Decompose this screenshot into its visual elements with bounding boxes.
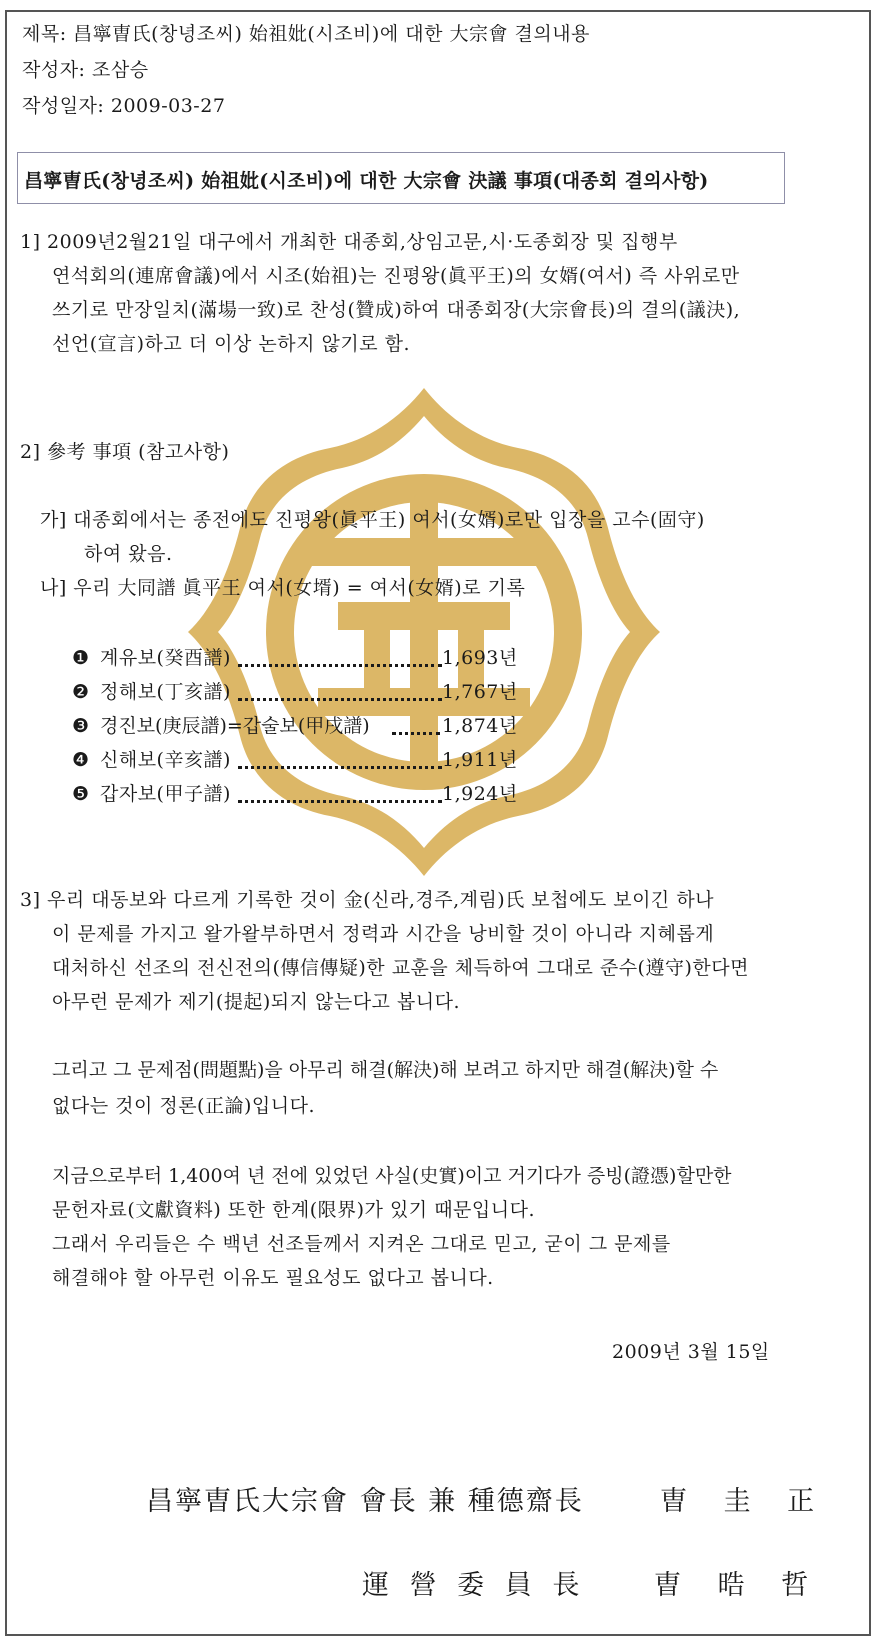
- section3-line: 그리고 그 문제점(問題點)을 아무리 해결(解決)해 보려고 하지만 해결(解決)할 수: [52, 1059, 719, 1081]
- record-number-icon: ❺: [72, 783, 90, 805]
- dot-leader: [238, 698, 442, 701]
- section3-line: 없다는 것이 정론(正論)입니다.: [52, 1095, 315, 1117]
- record-name: 정해보(丁亥譜): [100, 681, 231, 703]
- record-number-icon: ❷: [72, 681, 90, 703]
- date-line: 작성일자: 2009-03-27: [22, 95, 226, 117]
- document-title: 昌寧曺氏(창녕조씨) 始祖妣(시조비)에 대한 大宗會 決議 事項(대종회 결의사항): [24, 170, 709, 192]
- dot-leader: [238, 800, 442, 803]
- org-title: 昌寧曺氏大宗會 會長 兼 種德齋長: [146, 1486, 584, 1517]
- item-a-line: 가] 대종회에서는 종전에도 진평왕(眞平王) 여서(女婿)로만 입장을 고수(固守): [40, 509, 705, 531]
- section3-line: 3] 우리 대동보와 다르게 기록한 것이 金(신라,경주,계림)氏 보첩에도 보이긴 하나: [20, 889, 715, 911]
- record-name: 경진보(庚辰譜)=갑술보(甲戌譜): [100, 715, 370, 737]
- author-line: 작성자: 조삼승: [22, 59, 149, 81]
- section3-line: 그래서 우리들은 수 백년 선조들께서 지켜온 그대로 믿고, 굳이 그 문제를: [52, 1233, 671, 1255]
- record-year: 1,924년: [442, 783, 518, 805]
- section3-line: 지금으로부터 1,400여 년 전에 있었던 사실(史實)이고 거기다가 증빙(證憑)할만한: [52, 1165, 732, 1187]
- dot-leader: [238, 766, 442, 769]
- section3-line: 이 문제를 가지고 왈가왈부하면서 정력과 시간을 낭비할 것이 아니라 지혜롭게: [52, 923, 715, 945]
- section1-line: 쓰기로 만장일치(滿場一致)로 찬성(贊成)하여 대종회장(大宗會長)의 결의(議決),: [52, 299, 741, 321]
- section1-line: 연석회의(連席會議)에서 시조(始祖)는 진평왕(眞平王)의 女婿(여서) 즉 사위로만: [52, 265, 740, 287]
- record-name: 계유보(癸酉譜): [100, 647, 231, 669]
- section3-line: 아무런 문제가 제기(提起)되지 않는다고 봅니다.: [52, 991, 461, 1013]
- record-name: 신해보(辛亥譜): [100, 749, 231, 771]
- record-year: 1,767년: [442, 681, 518, 703]
- subject-line: 제목: 昌寧曺氏(창녕조씨) 始祖妣(시조비)에 대한 大宗會 결의내용: [22, 23, 590, 45]
- record-number-icon: ❸: [72, 715, 90, 737]
- record-year: 1,693년: [442, 647, 518, 669]
- section3-line: 문헌자료(文獻資料) 또한 한계(限界)가 있기 때문입니다.: [52, 1199, 536, 1221]
- item-b-line: 나] 우리 大同譜 眞平王 여서(女壻) = 여서(女婿)로 기록: [40, 577, 526, 599]
- section3-line: 해결해야 할 아무런 이유도 필요성도 없다고 봅니다.: [52, 1267, 494, 1289]
- dot-leader: [392, 732, 440, 735]
- section1-line: 선언(宣言)하고 더 이상 논하지 않기로 함.: [52, 333, 411, 355]
- dot-leader: [238, 664, 442, 667]
- committee-title: 運 營 委 員 長: [362, 1570, 586, 1601]
- section3-line: 대처하신 선조의 전신전의(傳信傳疑)한 교훈을 체득하여 그대로 준수(遵守)한다면: [52, 957, 749, 979]
- item-a-line: 하여 왔음.: [84, 543, 173, 565]
- section2-heading: 2] 參考 事項 (참고사항): [20, 441, 230, 463]
- committee-name: 曺 晧 哲: [654, 1570, 823, 1601]
- record-year: 1,874년: [442, 715, 518, 737]
- section1-line: 1] 2009년2월21일 대구에서 개최한 대종회,상임고문,시·도종회장 및 집행부: [20, 231, 678, 253]
- record-number-icon: ❶: [72, 647, 90, 669]
- record-number-icon: ❹: [72, 749, 90, 771]
- org-name: 曺 圭 正: [660, 1486, 829, 1517]
- record-name: 갑자보(甲子譜): [100, 783, 231, 805]
- closing-date: 2009년 3월 15일: [612, 1341, 770, 1363]
- record-year: 1,911년: [442, 749, 518, 771]
